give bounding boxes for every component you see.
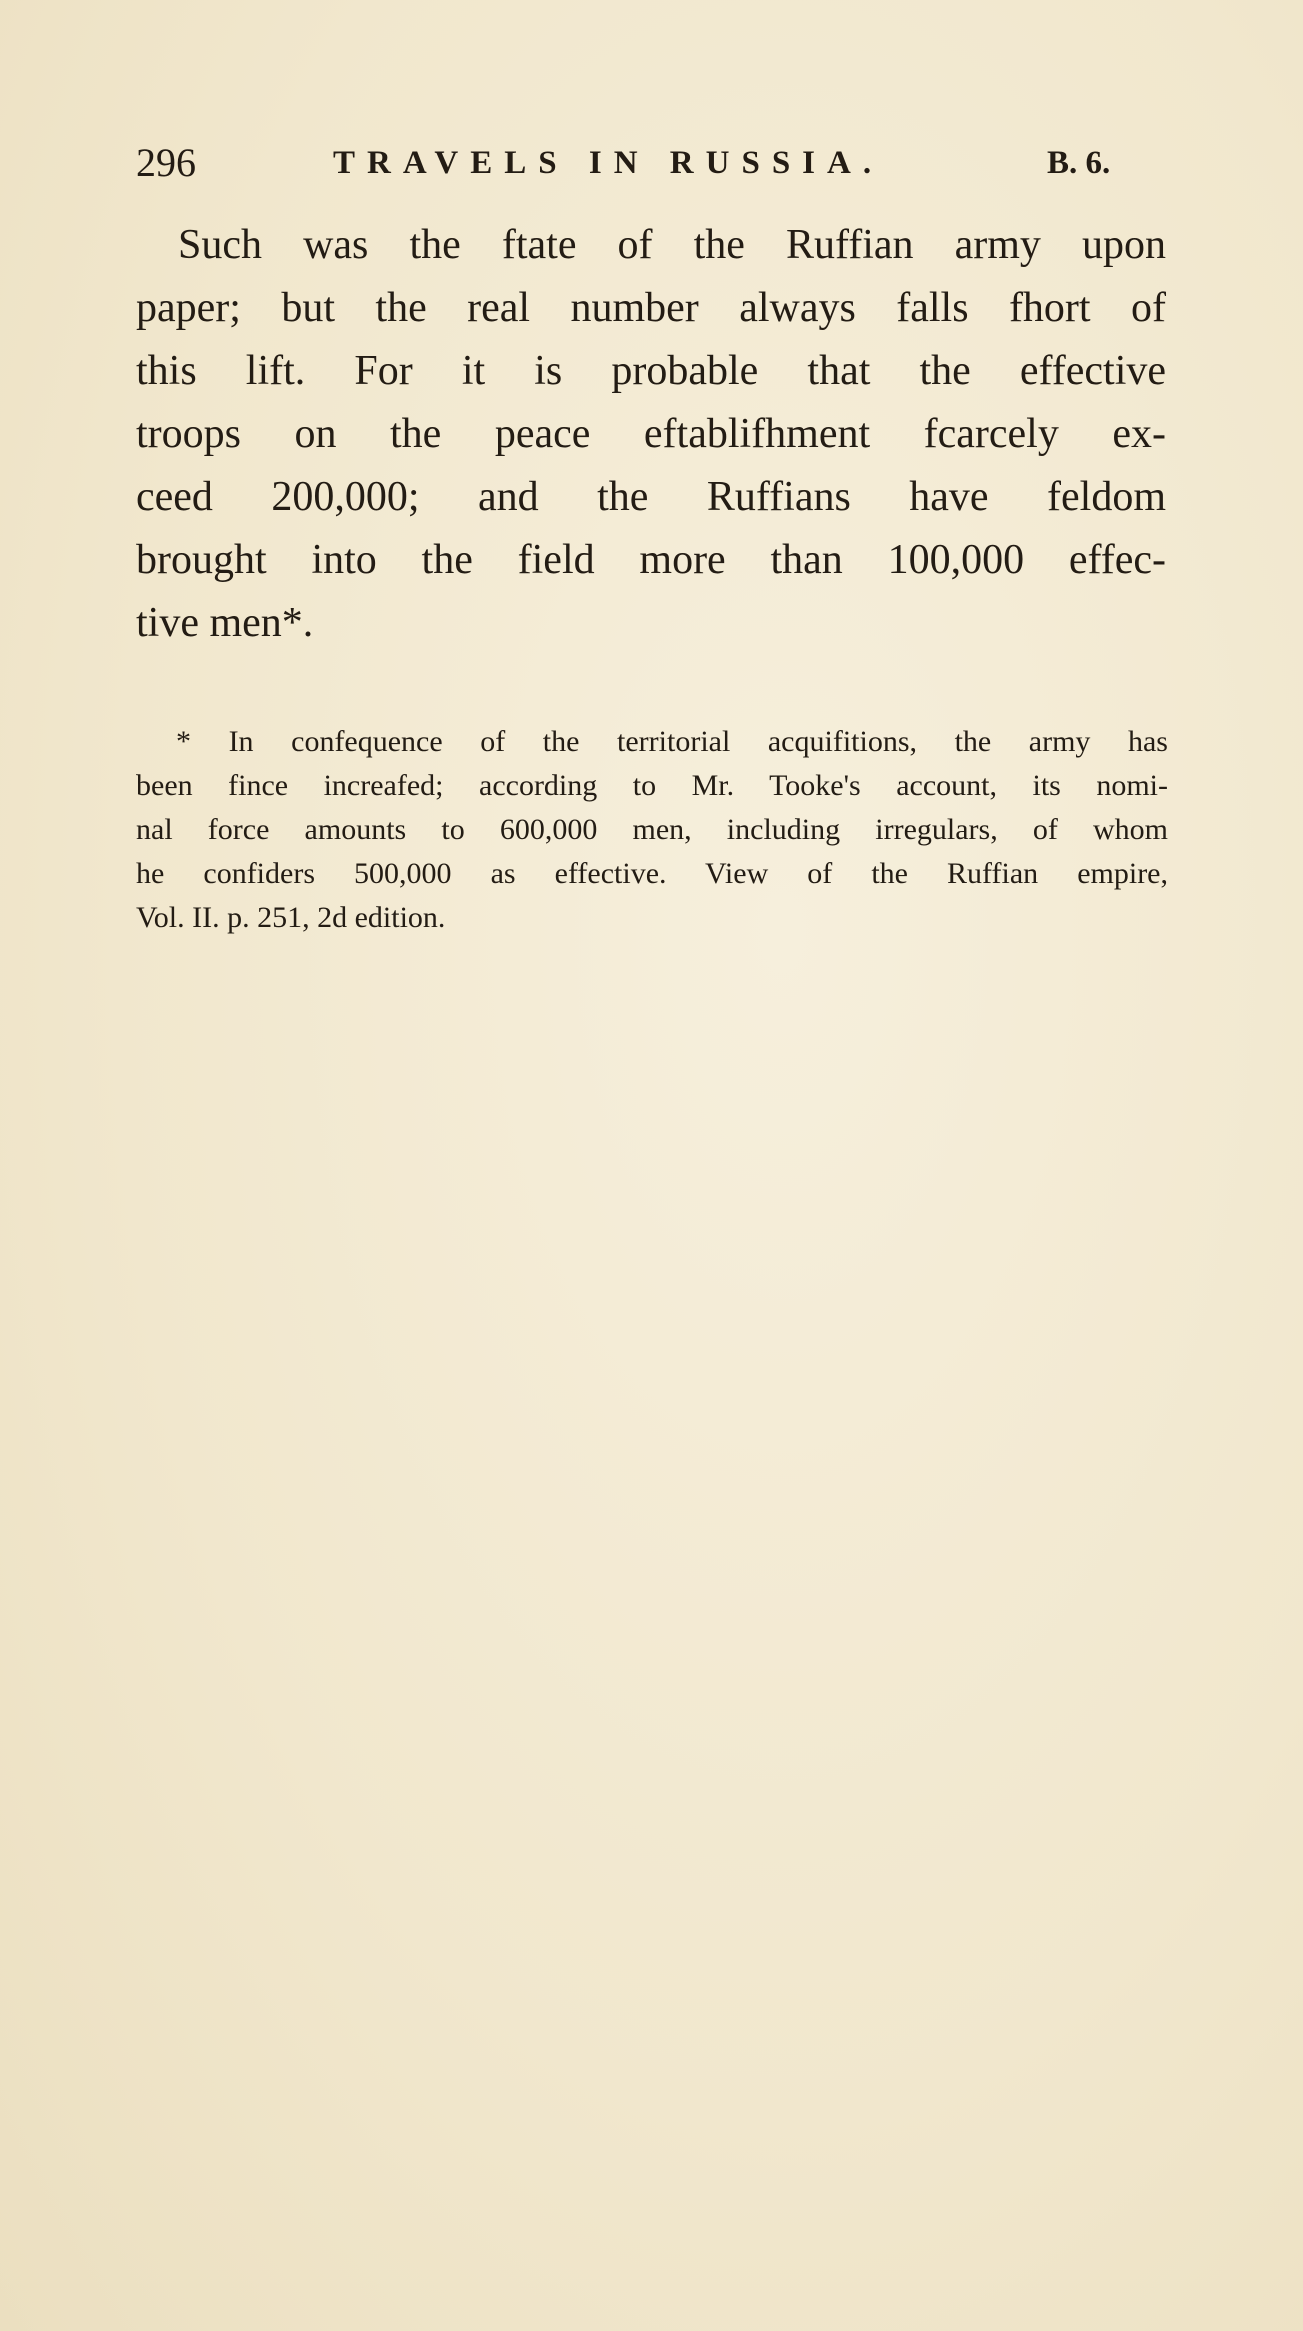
body-line: paper; but the real number always falls fhort of [136, 285, 1166, 331]
footnote-line: been fince increafed; according to Mr. Tooke's account, its nomi- [136, 769, 1168, 802]
running-title: TRAVELS IN RUSSIA. [333, 145, 884, 181]
body-line: Such was the ftate of the Ruffian army upon [178, 222, 1166, 268]
footnote-line: Vol. II. p. 251, 2d edition. [136, 901, 446, 934]
footnote-line: nal force amounts to 600,000 men, including irregulars, of whom [136, 813, 1168, 846]
body-paragraph [136, 214, 1166, 655]
footnote-line: * In confequence of the territorial acquifitions, the army has [176, 725, 1168, 758]
section-mark: B. 6. [1047, 145, 1111, 181]
footnote [136, 720, 1168, 940]
body-line: tive men*. [136, 600, 314, 646]
page-number: 296 [136, 140, 196, 185]
body-line: brought into the field more than 100,000 effec- [136, 537, 1166, 583]
body-line: this lift. For it is probable that the effective [136, 348, 1166, 394]
footnote-line: he confiders 500,000 as effective. View of the Ruffian empire, [136, 857, 1168, 890]
running-head [0, 138, 1303, 188]
body-line: troops on the peace eftablifhment fcarcely ex- [136, 411, 1166, 457]
body-line: ceed 200,000; and the Ruffians have feldom [136, 474, 1166, 520]
